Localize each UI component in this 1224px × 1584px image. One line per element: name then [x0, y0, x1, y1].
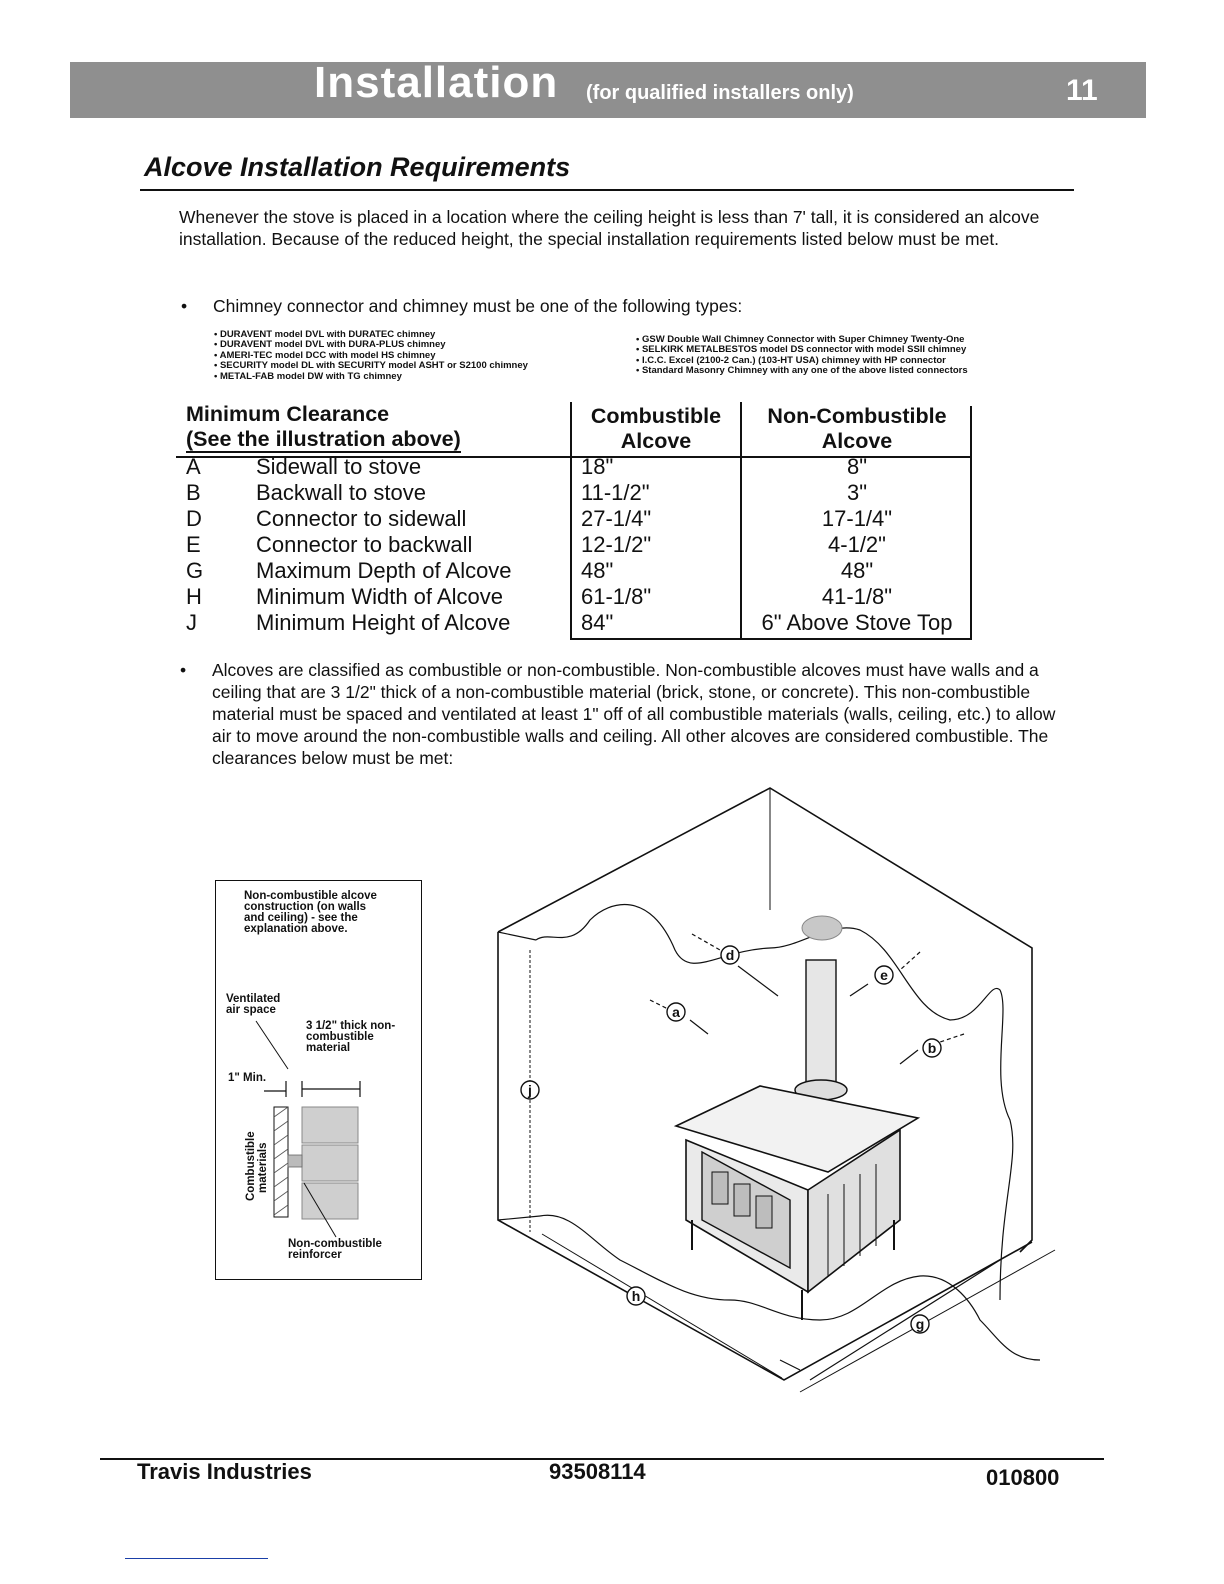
- column-header-line: Alcove: [620, 429, 692, 453]
- row-label: Connector to backwall: [256, 532, 473, 557]
- chimney-item: • DURAVENT model DVL with DURA-PLUS chimney: [214, 339, 446, 351]
- section-divider: [140, 189, 1074, 191]
- column-header-combustible: [574, 404, 738, 454]
- row-label: Minimum Width of Alcove: [256, 584, 503, 609]
- row-noncombustible: 48": [840, 558, 874, 583]
- row-combustible: 61-1/8": [581, 584, 652, 609]
- row-combustible: 18": [581, 454, 614, 479]
- chimney-item: • I.C.C. Excel (2100-2 Can.) (103-HT USA) chimney with HP connector: [636, 354, 946, 366]
- row-noncombustible: 41-1/8": [821, 584, 893, 609]
- footer-code: 010800: [986, 1465, 1060, 1490]
- chimney-item: • METAL-FAB model DW with TG chimney: [214, 370, 402, 382]
- chimney-list-right: [636, 335, 968, 377]
- inset-note-line: reinforcer: [288, 1249, 342, 1261]
- bullet-alcove-classification: [180, 659, 1062, 769]
- figure-label-j: j: [528, 1082, 532, 1098]
- noncombustible-construction-inset: [215, 880, 422, 1280]
- footer-part-number: 93508114: [549, 1459, 646, 1484]
- figure-label-e: e: [880, 967, 888, 983]
- row-noncombustible: 17-1/4": [821, 506, 893, 531]
- intro-paragraph: Whenever the stove is placed in a location where the ceiling height is less than 7' tall, it is considered an alcove installation. Because of the reduced height, the special installation requirements listed below must be met.: [179, 207, 1040, 249]
- figure-label-g: g: [915, 1316, 925, 1332]
- page-subtitle: (for qualified installers only): [586, 82, 854, 104]
- column-header-line: Combustible: [590, 404, 722, 428]
- table-row: [176, 558, 972, 584]
- row-letter: G: [186, 558, 204, 583]
- bullet-text: Alcoves are classified as combustible or non-combustible. Non-combustible alcoves must have walls and a ceiling that are 3 1/2" thick of a non-combustible material (brick, stone, or concrete). This non-combustible material must be spaced and ventilated at least 1" off of all combustible materials (walls, ceiling, etc.) to allow air to move around the non-combustible walls and ceiling. All other alcoves are considered combustible. The clearances below must be met:: [212, 660, 1056, 768]
- inset-combustible-label: materials: [257, 1142, 269, 1193]
- page-title: Installation: [314, 58, 559, 107]
- inset-drawing: [216, 881, 421, 1279]
- chimney-item: • SELKIRK METALBESTOS model DS connector with model SSII chimney: [636, 344, 967, 356]
- inset-note-line: 3 1/2" thick non-: [306, 1020, 396, 1032]
- table-row: [176, 454, 972, 480]
- table-row: [176, 532, 972, 558]
- table-row: [176, 480, 972, 506]
- row-combustible: 48": [581, 558, 614, 583]
- inset-note-line: construction (on walls: [244, 901, 367, 913]
- row-label: Minimum Height of Alcove: [256, 610, 511, 635]
- inset-note-line: air space: [226, 1004, 276, 1016]
- table-subheading: [186, 427, 461, 452]
- inset-note-line: and ceiling) - see the: [244, 912, 358, 924]
- row-label: Sidewall to stove: [256, 454, 422, 479]
- row-noncombustible: 8": [846, 454, 868, 479]
- figure-label-b: b: [927, 1040, 937, 1056]
- row-combustible: 12-1/2": [581, 532, 652, 557]
- chimney-item: • Standard Masonry Chimney with any one of the above listed connectors: [636, 365, 968, 377]
- chimney-item: • DURAVENT model DVL with DURATEC chimney: [214, 329, 436, 340]
- page-number: 11: [1066, 74, 1098, 107]
- table-row: [176, 584, 972, 610]
- section-title: Alcove Installation Requirements: [144, 152, 571, 182]
- row-label: Connector to sidewall: [256, 506, 467, 531]
- table-subheading-text: (See the illustration above): [186, 427, 461, 451]
- inset-note-line: Non-combustible: [288, 1238, 382, 1250]
- row-combustible: 84": [581, 610, 614, 635]
- inset-note-line: material: [306, 1042, 351, 1054]
- footer-company: Travis Industries: [137, 1459, 312, 1484]
- column-header-line: Alcove: [821, 429, 893, 453]
- bullet-chimney-types: [181, 295, 1063, 317]
- figure-label-d: d: [725, 947, 735, 963]
- row-label: Backwall to stove: [256, 480, 426, 505]
- row-letter: E: [186, 532, 201, 557]
- table-row: [176, 506, 972, 532]
- bullet-dot: •: [181, 296, 188, 316]
- bullet-text: Chimney connector and chimney must be one of the following types:: [213, 296, 743, 316]
- row-noncombustible: 6" Above Stove Top: [761, 610, 953, 635]
- inset-note-line: Ventilated: [226, 993, 281, 1005]
- row-label: Maximum Depth of Alcove: [256, 558, 512, 583]
- table-row: [176, 610, 972, 636]
- chimney-item: • SECURITY model DL with SECURITY model ASHT or S2100 chimney: [214, 360, 528, 372]
- inset-min-label: 1" Min.: [228, 1072, 267, 1084]
- column-header-line: Non-Combustible: [767, 404, 947, 428]
- clearance-table: [176, 400, 972, 640]
- row-letter: H: [186, 584, 202, 609]
- row-letter: D: [186, 506, 202, 531]
- bullet-dot: •: [180, 660, 187, 680]
- row-noncombustible: 4-1/2": [828, 532, 886, 557]
- row-letter: B: [186, 480, 201, 505]
- chimney-item: • GSW Double Wall Chimney Connector with Super Chimney Twenty-One: [636, 334, 965, 345]
- stove-alcove-illustration: [480, 780, 1080, 1400]
- inset-combustible-label: Combustible: [245, 1131, 257, 1201]
- inset-note-line: explanation above.: [244, 923, 348, 935]
- row-combustible: 27-1/4": [581, 506, 652, 531]
- column-header-noncombustible: [742, 404, 972, 454]
- row-noncombustible: 3": [846, 480, 868, 505]
- table-heading: Minimum Clearance: [186, 402, 390, 426]
- row-letter: A: [186, 454, 201, 479]
- row-letter: J: [186, 610, 197, 635]
- figure-label-a: a: [672, 1004, 680, 1020]
- table-bottom-rule: [570, 638, 972, 640]
- chimney-list-left: [214, 330, 528, 382]
- chimney-item: • AMERI-TEC model DCC with model HS chimney: [214, 349, 436, 361]
- inset-note-line: combustible: [306, 1031, 374, 1043]
- inset-note-line: Non-combustible alcove: [244, 890, 377, 902]
- row-combustible: 11-1/2": [581, 480, 650, 505]
- bottom-divider: [125, 1558, 268, 1559]
- figure-label-h: h: [631, 1288, 641, 1304]
